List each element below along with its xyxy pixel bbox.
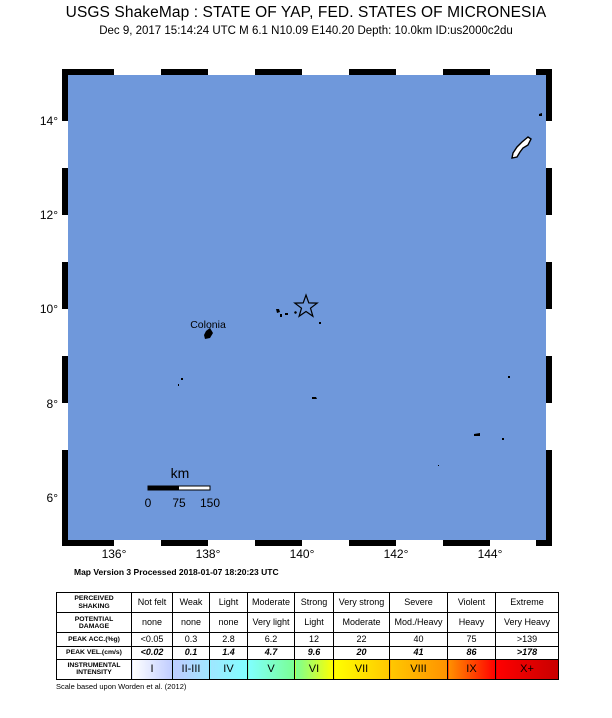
lat-label-10: 10°	[39, 302, 58, 316]
legend-cell: Mod./Heavy	[390, 613, 448, 633]
legend-cell: 40	[390, 633, 448, 646]
legend-row-header	[57, 633, 132, 646]
legend-cell: Extreme	[496, 593, 559, 613]
island	[319, 322, 321, 324]
legend-cell: 4.7	[248, 646, 295, 659]
legend-cell: 41	[390, 646, 448, 659]
legend-header-line: INSTRUMENTAL	[67, 662, 121, 670]
island	[438, 465, 439, 466]
map-title: USGS ShakeMap : STATE OF YAP, FED. STATES OF MICRONESIA	[65, 4, 547, 21]
legend-cell: Very strong	[334, 593, 390, 613]
lat-labels	[40, 114, 58, 505]
legend-row-header	[57, 646, 132, 659]
legend-cell: <0.05	[132, 633, 173, 646]
legend-cell: VI	[295, 659, 334, 679]
legend-row-instrumental-intensity	[57, 659, 559, 679]
scale-label-0: 0	[144, 496, 152, 510]
legend-cell: 2.8	[210, 633, 248, 646]
legend-cell: IV	[210, 659, 248, 679]
lat-label-14: 14°	[39, 114, 58, 128]
legend-cell: I	[132, 659, 173, 679]
legend-row-header	[57, 613, 132, 633]
event-details: Dec 9, 2017 15:14:24 UTC M 6.1 N10.09 E140.20 Depth: 10.0km ID:us2000c2du	[99, 25, 513, 37]
legend-cell: 9.6	[295, 646, 334, 659]
legend-cell: 0.3	[173, 633, 210, 646]
legend-cell: IX	[448, 659, 496, 679]
legend-cell: 1.4	[210, 646, 248, 659]
legend-cell: Violent	[448, 593, 496, 613]
island	[178, 384, 179, 386]
legend-row-peak-vel	[57, 646, 559, 659]
lon-labels	[102, 547, 503, 561]
legend-row-perceived-shaking	[57, 593, 559, 613]
lon-label-136: 136°	[101, 547, 127, 561]
lon-label-142: 142°	[383, 547, 409, 561]
legend-cell: V	[248, 659, 295, 679]
legend-cell: 0.1	[173, 646, 210, 659]
intensity-legend	[56, 592, 559, 680]
legend-cell: none	[132, 613, 173, 633]
legend-cell: Heavy	[448, 613, 496, 633]
legend-row-potential-damage	[57, 613, 559, 633]
legend-cell: VIII	[390, 659, 448, 679]
scale-label-75: 75	[172, 496, 186, 510]
lat-label-8: 8°	[46, 397, 58, 411]
legend-cell: Moderate	[334, 613, 390, 633]
lat-label-6: 6°	[46, 491, 58, 505]
legend-cell: <0.02	[132, 646, 173, 659]
legend-cell: Very light	[248, 613, 295, 633]
island	[508, 376, 510, 378]
legend-cell: none	[210, 613, 248, 633]
lat-label-12: 12°	[39, 208, 58, 222]
legend-cell: >139	[496, 633, 559, 646]
legend-header-line: INTENSITY	[76, 669, 112, 677]
lon-label-144: 144°	[477, 547, 503, 561]
legend-cell: 75	[448, 633, 496, 646]
scale-label-150: 150	[199, 496, 221, 510]
lon-label-138: 138°	[195, 547, 221, 561]
legend-cell: Weak	[173, 593, 210, 613]
legend-cell: Strong	[295, 593, 334, 613]
legend-cell: Moderate	[248, 593, 295, 613]
legend-cell: 22	[334, 633, 390, 646]
island	[181, 378, 183, 380]
legend-cell: Severe	[390, 593, 448, 613]
legend-header-line: DAMAGE	[78, 622, 110, 630]
map-version-note: Map Version 3 Processed 2018-01-07 18:20:23 UTC	[74, 567, 279, 577]
legend-header-line: PERCEIVED	[74, 595, 114, 603]
legend-cell: VII	[334, 659, 390, 679]
legend-cell: X+	[496, 659, 559, 679]
legend-cell: Light	[295, 613, 334, 633]
legend-cell: none	[173, 613, 210, 633]
legend-cell: 86	[448, 646, 496, 659]
island	[280, 314, 282, 317]
legend-row-header	[57, 593, 132, 613]
legend-cell: >178	[496, 646, 559, 659]
island	[502, 438, 504, 440]
island	[285, 313, 288, 315]
place-label-colonia: Colonia	[190, 319, 226, 331]
ocean	[68, 75, 546, 540]
legend-header-line: PEAK VEL.(cm/s)	[66, 649, 122, 657]
legend-cell: 6.2	[248, 633, 295, 646]
scale-unit: km	[170, 465, 190, 481]
legend-cell: II-III	[173, 659, 210, 679]
legend-header-line: PEAK ACC.(%g)	[68, 635, 120, 643]
legend-cell: Light	[210, 593, 248, 613]
lon-label-140: 140°	[289, 547, 315, 561]
legend-row-peak-acc	[57, 633, 559, 646]
legend-header-line: SHAKING	[78, 602, 110, 610]
legend-cell: Not felt	[132, 593, 173, 613]
legend-cell: Very Heavy	[496, 613, 559, 633]
legend-row-header	[57, 659, 132, 679]
legend-cell: 12	[295, 633, 334, 646]
scale-note: Scale based upon Worden et al. (2012)	[56, 682, 187, 691]
legend-cell: 20	[334, 646, 390, 659]
legend-header-line: POTENTIAL	[74, 615, 114, 623]
